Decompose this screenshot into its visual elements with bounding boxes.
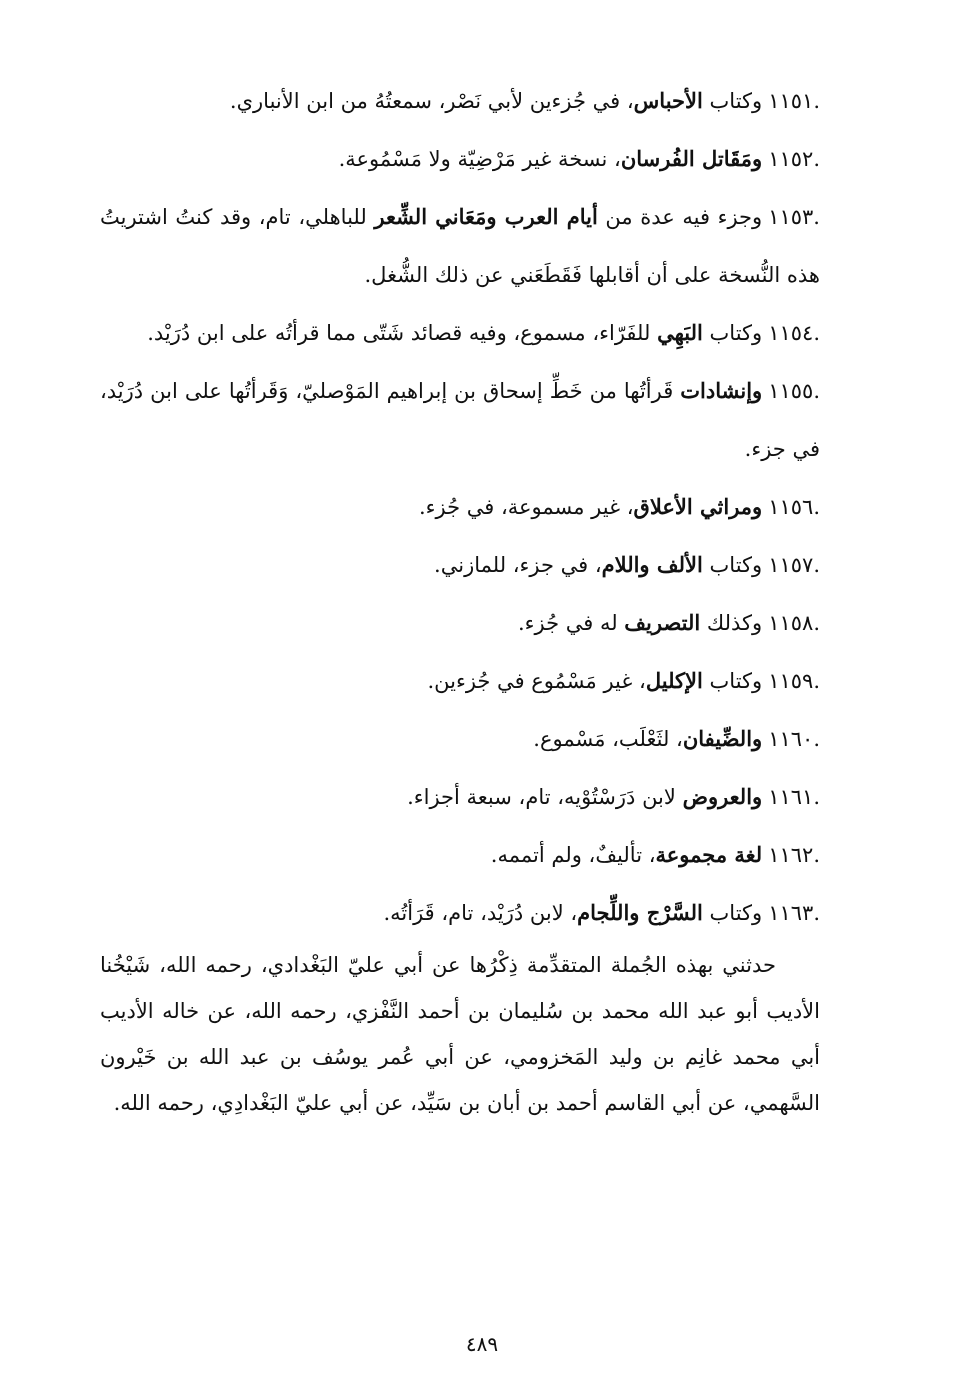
entry-1161 xyxy=(100,768,820,826)
entry-number: ١١٦٠. xyxy=(768,727,820,751)
entry-number: ١١٥٣. xyxy=(768,205,820,229)
entry-title: الألف واللام xyxy=(601,552,703,577)
entry-number: ١١٦٢. xyxy=(768,843,820,867)
entry-number: ١١٥٤. xyxy=(768,321,820,345)
entry-1155 xyxy=(100,362,820,478)
page-number: ٤٨٩ xyxy=(465,1332,499,1356)
entry-text: ، لابن دُرَيْد، تام، قَرَأتُه. xyxy=(383,901,578,925)
entry-number: ١١٥٢. xyxy=(768,147,820,171)
entry-1163 xyxy=(100,884,820,942)
entry-1159 xyxy=(100,652,820,710)
entry-title: التصريف xyxy=(624,610,701,635)
entry-text: ، في جُزءين لأبي نَصْر، سمعتُهُ من ابن الأنباري. xyxy=(229,89,634,113)
entry-prefix: وكتاب xyxy=(709,89,763,113)
entry-1157 xyxy=(100,536,820,594)
entry-title: الأحباس xyxy=(633,88,703,113)
entry-text: ، تأليفٌ، ولم أتممه. xyxy=(490,843,656,867)
entry-1158 xyxy=(100,594,820,652)
entry-prefix: وكتاب xyxy=(709,553,763,577)
entry-text: قَرأتُها من خَطِّ إسحاق بن إبراهيم المَوْصليّ، وَقَرأتُها على ابن دُرَيْد، في جزء. xyxy=(100,379,820,461)
entry-title: ومَقَاتل الفُرسان xyxy=(620,146,763,171)
entry-text: ، نسخة غير مَرْضِيّة ولا مَسْمُوعة. xyxy=(338,147,621,171)
entry-text: ، غير مسموعة، في جُزء. xyxy=(418,495,634,519)
entry-1160 xyxy=(100,710,820,768)
entry-text: للباهلي، تام، وقد كنتُ اشتريتُ هذه النُّسخة على أن أقابلها فَقَطَعَني عن ذلك الشُّغل. xyxy=(100,205,820,287)
entry-text: ، لثَعْلَب، مَسْموع. xyxy=(533,727,683,751)
entry-prefix: وكتاب xyxy=(709,321,763,345)
entry-number: ١١٥٨. xyxy=(768,611,820,635)
entry-number: ١١٥٦. xyxy=(768,495,820,519)
entry-1151 xyxy=(100,72,820,130)
entry-number: ١١٥٩. xyxy=(768,669,820,693)
entry-title: وإنشادات xyxy=(680,378,763,403)
entry-1153 xyxy=(100,188,820,304)
entry-title: الإكليل xyxy=(645,668,703,693)
entry-text: لابن دَرَسْتُوْيه، تام، سبعة أجزاء. xyxy=(407,785,683,809)
entry-title: لغة مجموعة xyxy=(655,842,763,867)
entry-text: ، في جزء، للمازني. xyxy=(434,553,602,577)
entry-prefix: وكتاب xyxy=(709,901,763,925)
entry-text: له في جُزء. xyxy=(517,611,625,635)
page-body xyxy=(100,72,820,1147)
entry-prefix: وكذلك xyxy=(706,611,763,635)
entry-1162 xyxy=(100,826,820,884)
entry-text: للفَرّاء، مسموع، وفيه قصائد شَتّى مما قرأتُه على ابن دُرَيْد. xyxy=(147,321,658,345)
entry-number: ١١٥٧. xyxy=(768,553,820,577)
entry-title: أيام العرب ومَعَاني الشِّعر xyxy=(374,204,598,229)
entry-number: ١١٦١. xyxy=(768,785,820,809)
entry-text: ، غير مَسْمُوع في جُزءين. xyxy=(427,669,646,693)
entry-1152 xyxy=(100,130,820,188)
entry-title: والضِّيفان xyxy=(682,726,763,751)
entry-prefix: وكتاب xyxy=(709,669,763,693)
entry-number: ١١٥١. xyxy=(768,89,820,113)
entry-number: ١١٥٥. xyxy=(768,379,820,403)
closing-paragraph: حدثني بهذه الجُملة المتقدِّمة ذِكْرُها عن أبي عليّ البَغْدادي، رحمه الله، شَيْخُنا الأديب أبو عبد الله محمد بن سُليمان بن أحمد النَّفْزي، رحمه الله، عن خاله الأديب أبي محمد غانِم بن وليد المَخزومي، عن أبي عُمر يوسُف بن عبد الله بن خَيْرون السَّهمي، عن أبي القاسم أحمد بن أبان بن سَيِّد، عن أبي عليّ البَغْدادِي، رحمه الله. xyxy=(100,953,820,1115)
entry-number: ١١٦٣. xyxy=(768,901,820,925)
entry-prefix: وجزء فيه عدة من xyxy=(605,205,763,229)
entry-title: والعروض xyxy=(682,784,763,809)
entry-title: البَهِي xyxy=(657,320,703,345)
entry-1156 xyxy=(100,478,820,536)
entry-1154 xyxy=(100,304,820,362)
entry-title: ومراثي الأعلاق xyxy=(633,494,763,519)
entry-title: السَّرْج واللِّجام xyxy=(577,900,703,925)
